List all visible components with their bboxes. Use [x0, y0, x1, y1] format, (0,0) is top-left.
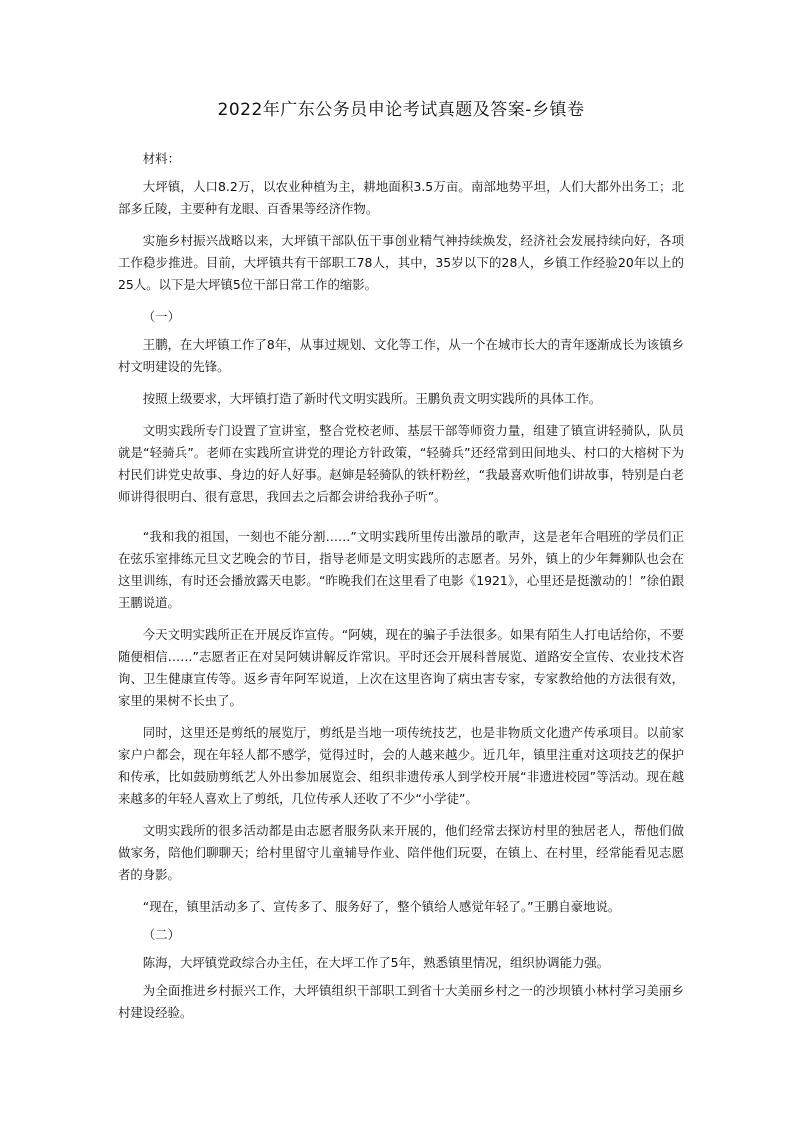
paragraph: 大坪镇，人口8.2万，以农业种植为主，耕地面积3.5万亩。南部地势平坦，人们大都外出务工；北部多丘陵，主要种有龙眼、百香果等经济作物。: [118, 179, 684, 216]
paragraph: “我和我的祖国，一刻也不能分割……”文明实践所里传出激昂的歌声，这是老年合唱班的学员们正在弦乐室排练元旦文艺晚会的节目，指导老师是文明实践所的志愿者。另外，镇上的少年舞狮队也会在这里训练，有时还会播放露天电影。“昨晚我们在这里看了电影《1921》，心里还是挺激动的！”徐伯跟王鹏说道。: [118, 529, 684, 610]
paragraph: 今天文明实践所正在开展反诈宣传。“阿姨，现在的骗子手法很多。如果有陌生人打电话给你，不要随便相信……”志愿者正在对吴阿姨讲解反诈常识。平时还会开展科普展览、道路安全宣传、农业技术咨询、卫生健康宣传等。返乡青年阿军说道，上次在这里咨询了病虫害专家，专家教给他的方法很有效，家里的果树不长虫了。: [118, 627, 684, 708]
section-heading-1: （一）: [142, 309, 180, 324]
document-title: 2022年广东公务员申论考试真题及答案-乡镇卷: [217, 100, 585, 120]
paragraph: 同时，这里还是剪纸的展览厅，剪纸是当地一项传统技艺，也是非物质文化遗产传承项目。以前家家户户都会，现在年轻人都不感学，觉得过时，会的人越来越少。近几年，镇里注重对这项技艺的保护和传承，比如鼓励剪纸艺人外出参加展览会、组织非遗传承人到学校开展“非遗进校园”等活动。现在越来越多的年轻人喜欢上了剪纸，几位传承人还收了不少“小学徒”。: [118, 725, 684, 806]
material-label: 材料：: [142, 151, 180, 166]
paragraph: 实施乡村振兴战略以来，大坪镇干部队伍干事创业精气神持续焕发，经济社会发展持续向好，各项工作稳步推进。目前，大坪镇共有干部职工78人，其中，35岁以下的28人，乡镇工作经验20年以上的25人。以下是大坪镇5位干部日常工作的缩影。: [118, 233, 684, 292]
paragraph: 文明实践所专门设置了宣讲室，整合党校老师、基层干部等师资力量，组建了镇宣讲轻骑队，队员就是“轻骑兵”。老师在实践所宣讲党的理论方针政策，“轻骑兵”还经常到田间地头、村口的大榕树下为村民们讲党史故事、身边的好人好事。赵婶是轻骑队的铁杆粉丝，“我最喜欢听他们讲故事，特别是白老师讲得很明白、很有意思，我回去之后都会讲给我孙子听”。: [118, 423, 684, 504]
paragraph: “现在，镇里活动多了、宣传多了、服务好了，整个镇给人感觉年轻了。”王鹏自豪地说。: [142, 899, 621, 914]
paragraph: 王鹏，在大坪镇工作了8年，从事过规划、文化等工作，从一个在城市长大的青年逐渐成长为该镇乡村文明建设的先锋。: [118, 337, 684, 374]
section-heading-2: （二）: [142, 927, 180, 942]
paragraph: 陈海，大坪镇党政综合办主任，在大坪工作了5年，熟悉镇里情况，组织协调能力强。: [142, 955, 610, 970]
paragraph: 为全面推进乡村振兴工作，大坪镇组织干部职工到省十大美丽乡村之一的沙坝镇小林村学习美丽乡村建设经验。: [118, 983, 684, 1020]
document-page: [118, 98, 684, 1034]
paragraph: 按照上级要求，大坪镇打造了新时代文明实践所。王鹏负责文明实践所的具体工作。: [142, 391, 602, 406]
paragraph: 文明实践所的很多活动都是由志愿者服务队来开展的，他们经常去探访村里的独居老人，帮他们做做家务，陪他们聊聊天；给村里留守儿童辅导作业、陪伴他们玩耍，在镇上、在村里，经常能看见志愿者的身影。: [118, 823, 684, 882]
